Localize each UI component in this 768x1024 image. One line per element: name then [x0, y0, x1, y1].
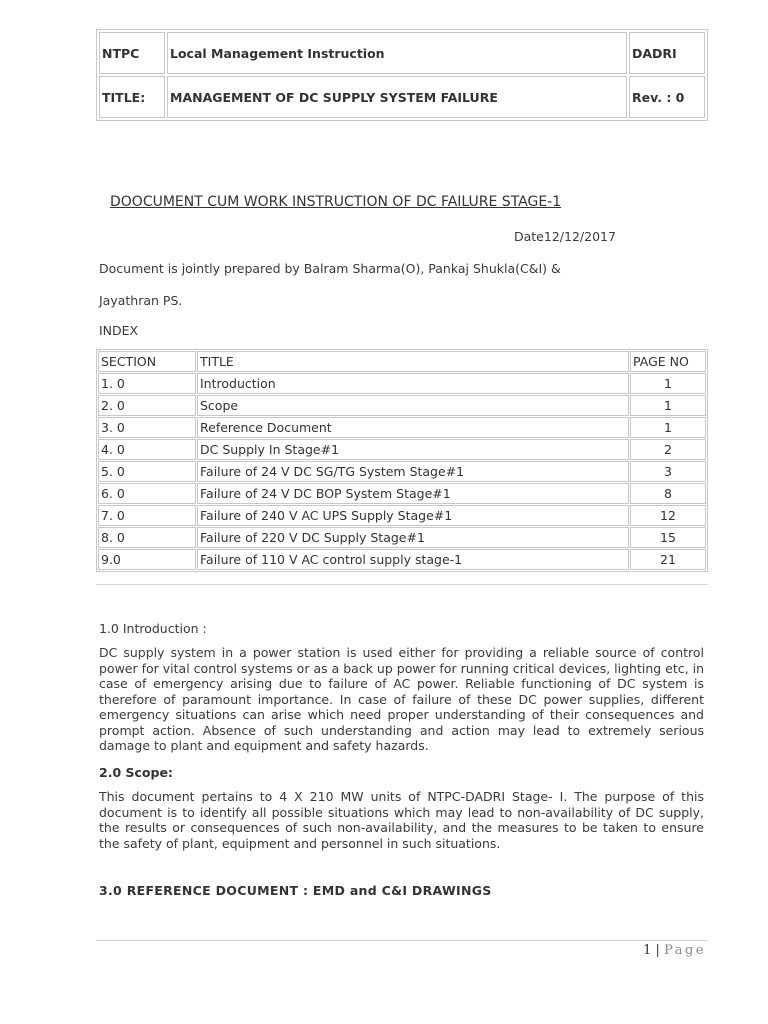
section-cell: 8. 0	[98, 527, 196, 548]
title-cell: Failure of 240 V AC UPS Supply Stage#1	[197, 505, 629, 526]
title-cell: Introduction	[197, 373, 629, 394]
page-no-cell: 1	[630, 373, 706, 394]
page-no-cell: 3	[630, 461, 706, 482]
introduction-body: DC supply system in a power station is used either for providing a reliable source of control power for vital control systems or as a back up power for running critical devices, lighting etc, in case of emergency arising due to failure of AC power. Reliable functioning of DC system is therefore of paramount importance. In case of failure of these DC power supplies, different emergency situations can arise which need proper understanding of their consequences and prompt action. Absence of such understanding and action may lead to extremely serious damage to plant and equipment and safety hazards.	[99, 645, 704, 753]
page-no-cell: 12	[630, 505, 706, 526]
index-label: INDEX	[99, 323, 139, 338]
section-cell: 9.0	[98, 549, 196, 570]
index-header-row	[98, 351, 706, 372]
page-no-cell: 21	[630, 549, 706, 570]
section-cell: 2. 0	[98, 395, 196, 416]
page-word: Page	[664, 943, 706, 958]
table-row	[98, 527, 706, 548]
page-number: 1	[643, 943, 652, 958]
page-no-cell: 1	[630, 417, 706, 438]
footer-divider	[96, 940, 708, 941]
table-row	[98, 395, 706, 416]
section-cell: 6. 0	[98, 483, 196, 504]
table-row	[98, 505, 706, 526]
table-row	[98, 549, 706, 570]
page-no-cell: 15	[630, 527, 706, 548]
page-separator: |	[655, 943, 660, 958]
title-cell: DC Supply In Stage#1	[197, 439, 629, 460]
section-cell: 3. 0	[98, 417, 196, 438]
title-label-cell: TITLE:	[99, 76, 165, 118]
index-table	[96, 349, 708, 572]
section-cell: 4. 0	[98, 439, 196, 460]
title-cell: Failure of 110 V AC control supply stage-1	[197, 549, 629, 570]
column-header-section: SECTION	[98, 351, 196, 372]
header-row-2	[99, 76, 705, 118]
title-cell: Scope	[197, 395, 629, 416]
scope-body: This document pertains to 4 X 210 MW units of NTPC-DADRI Stage- I. The purpose of this document is to identify all possible situations which may lead to non-availability of DC supply, the results or consequences of such non-availability, and the measures to be taken to ensure the safety of plant, equipment and personnel in such situations.	[99, 789, 704, 851]
title-cell: Failure of 220 V DC Supply Stage#1	[197, 527, 629, 548]
header-table	[96, 29, 708, 121]
document-heading: DOOCUMENT CUM WORK INSTRUCTION OF DC FAILURE STAGE-1	[110, 194, 562, 210]
title-cell: Failure of 24 V DC BOP System Stage#1	[197, 483, 629, 504]
table-row	[98, 417, 706, 438]
doc-type-cell: Local Management Instruction	[167, 32, 627, 74]
prepared-by-line-1: Document is jointly prepared by Balram Sharma(O), Pankaj Shukla(C&I) &	[99, 261, 561, 276]
divider	[96, 584, 708, 585]
org-cell: NTPC	[99, 32, 165, 74]
title-cell: MANAGEMENT OF DC SUPPLY SYSTEM FAILURE	[167, 76, 627, 118]
scope-heading: 2.0 Scope:	[99, 765, 173, 780]
page-no-cell: 1	[630, 395, 706, 416]
header-row-1	[99, 32, 705, 74]
table-row	[98, 439, 706, 460]
table-row	[98, 461, 706, 482]
title-cell: Reference Document	[197, 417, 629, 438]
prepared-by-line-2: Jayathran PS.	[99, 293, 183, 308]
column-header-title: TITLE	[197, 351, 629, 372]
section-cell: 7. 0	[98, 505, 196, 526]
introduction-heading: 1.0 Introduction :	[99, 621, 207, 636]
reference-heading: 3.0 REFERENCE DOCUMENT : EMD and C&I DRAWINGS	[99, 883, 492, 898]
column-header-page-no: PAGE NO	[630, 351, 706, 372]
page-footer	[643, 943, 706, 958]
section-cell: 1. 0	[98, 373, 196, 394]
revision-cell: Rev. : 0	[629, 76, 705, 118]
site-cell: DADRI	[629, 32, 705, 74]
page-no-cell: 8	[630, 483, 706, 504]
page-no-cell: 2	[630, 439, 706, 460]
title-cell: Failure of 24 V DC SG/TG System Stage#1	[197, 461, 629, 482]
document-date: Date12/12/2017	[514, 229, 616, 244]
section-cell: 5. 0	[98, 461, 196, 482]
table-row	[98, 373, 706, 394]
table-row	[98, 483, 706, 504]
